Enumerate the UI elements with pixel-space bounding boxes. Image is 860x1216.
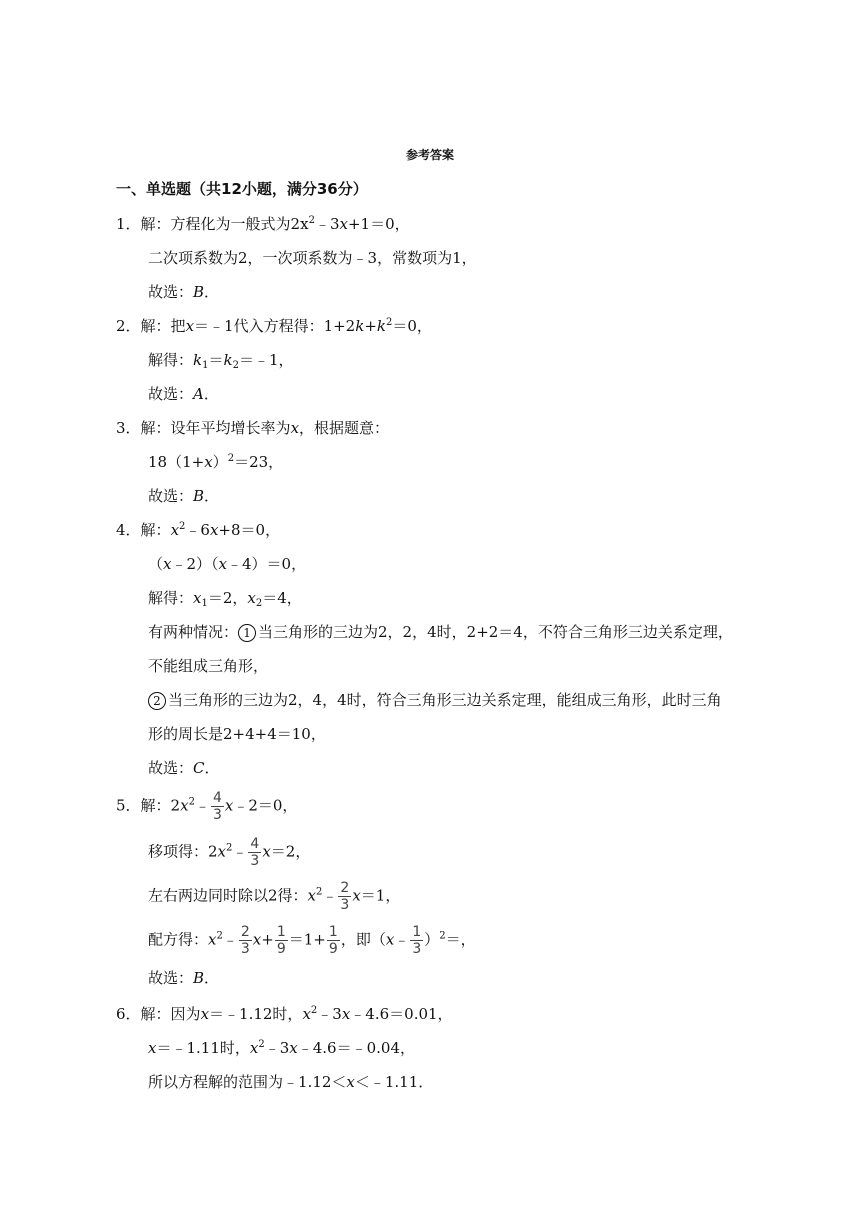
q2-line1: 2．解：把x＝﹣1代入方程得：$1+2k+k^2=0$， [116, 317, 432, 335]
q3-line2: $18(1+x)^2=23$， [148, 453, 284, 471]
q4-line4: 有两种情况： 1 当三角形的三边为2，2，4时，2+2＝4，不符合三角形三边关系定理， [148, 623, 733, 641]
q2-line2: 解得：$k_1=k_2=﹣1$， [148, 351, 294, 371]
q2-answer: 故选：A． [148, 385, 219, 403]
q4-line6: 2 当三角形的三边为2，4，4时，符合三角形三边关系定理，能组成三角形，此时三角 [148, 690, 722, 710]
q6-line3: 所以方程解的范围为﹣1.12＜x＜﹣1.11． [148, 1073, 434, 1091]
fraction-2-3: $\frac{2}{3}$ [240, 924, 250, 957]
q4-line7: 形的周长是2+4+4＝10， [148, 725, 326, 743]
q4-line1: 4．解：$x^2﹣6x+8=0$， [116, 521, 281, 539]
q5-answer: 故选：B． [148, 969, 220, 987]
q5-line3: 左右两边同时除以2得：$x^2﹣$ $\frac{2}{3}$ x＝1， [148, 880, 401, 913]
q3-line1: 3．解：设年平均增长率为x，根据题意： [116, 419, 390, 437]
q6-line1: 6．解：因为x＝﹣1.12时，$x^2﹣3x﹣4.6=0.01$， [116, 1005, 453, 1023]
q4-line2: （x﹣2）（x﹣4）＝0， [148, 555, 307, 573]
fraction-1-9: $\frac{1}{9}$ [328, 924, 338, 957]
q6-line2: x＝﹣1.11时，$x^2﹣3x﹣4.6=﹣0.04$， [148, 1039, 415, 1057]
q4-line3: 解得：$x_1=2$，$x_2=4$， [148, 589, 302, 609]
q5-line1: 5．解：$2x^2﹣$ $\frac{4}{3}$ x﹣2＝0， [116, 790, 298, 823]
q4-answer: 故选：C． [148, 759, 220, 777]
q4-line5: 不能组成三角形， [148, 657, 269, 675]
circled-two: 2 [148, 692, 166, 710]
q3-answer: 故选：B． [148, 487, 220, 505]
q5-line4: 配方得：$x^2﹣$ $\frac{2}{3}$ x+ $\frac{1}{9}$ ＝1+ $\frac{1}{9}$ ，即（x﹣ $\frac{1}{3}$ ）$^2$＝， [148, 924, 476, 957]
q5-line2: 移项得：$2x^2﹣$ $\frac{4}{3}$ x＝2， [148, 836, 311, 869]
q1-line2: 二次项系数为2，一次项系数为﹣3，常数项为1， [148, 249, 477, 267]
fraction-4-3: $\frac{4}{3}$ [250, 836, 260, 869]
fraction-1-9: $\frac{1}{9}$ [276, 924, 286, 957]
section-heading: 一、单选题（共12小题，满分36分） [116, 180, 368, 198]
circled-one: 1 [238, 624, 256, 642]
fraction-1-3: $\frac{1}{3}$ [412, 924, 422, 957]
q1-answer: 故选：B． [148, 283, 220, 301]
fraction-4-3: $\frac{4}{3}$ [212, 790, 222, 823]
fraction-2-3: $\frac{2}{3}$ [340, 880, 350, 913]
q1-line1: 1．解：方程化为一般式为$2x^2﹣3x+1=0$， [116, 215, 410, 233]
page-title: 参考答案 [405, 148, 454, 162]
